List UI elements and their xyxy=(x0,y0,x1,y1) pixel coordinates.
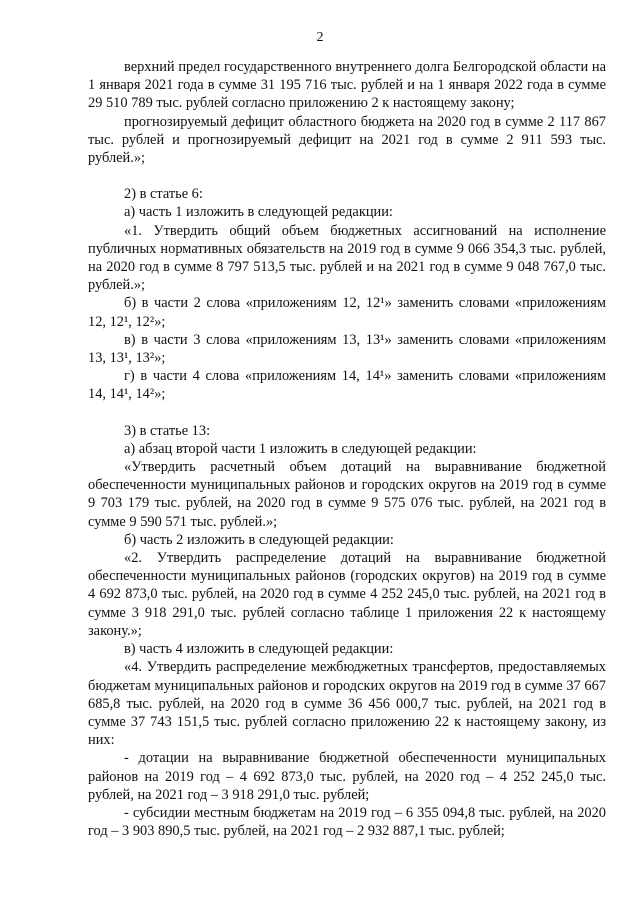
article-13-part-1-text: «Утвердить расчетный объем дотаций на выравнивание бюджетной обеспеченности муниципальных районов и городских округов на 2019 год в сумме 9 703 179 тыс. рублей, на 2020 год в сумме 9 575 076 тыс. рублей, на 2021 год в сумме 9 590 571 тыс. рублей.»; xyxy=(88,459,606,530)
article-13-part-4-text: «4. Утвердить распределение межбюджетных трансфертов, предоставляемых бюджетам муниципальных районов и городских округов на 2019 год в сумме 37 667 685,8 тыс. рублей, на 2020 год в сумме 36 456 000,7 тыс. рублей, на 2021 год в сумме 37 743 151,5 тыс. рублей согласно приложению 22 к настоящему закону, из них: xyxy=(88,659,606,749)
article-13-item-a: а) абзац второй части 1 изложить в следующей редакции: xyxy=(124,440,477,457)
article-6-item-a: а) часть 1 изложить в следующей редакции: xyxy=(124,204,393,221)
article-6-heading: 2) в статье 6: xyxy=(124,186,203,203)
article-6-item-c: в) в части 3 слова «приложениям 13, 13¹» заменить словами «приложениям 13, 13¹, 13²»; xyxy=(88,331,606,367)
list-item-subsidies: - субсидии местным бюджетам на 2019 год – 6 355 094,8 тыс. рублей, на 2020 год – 3 903 890,5 тыс. рублей, на 2021 год – 2 932 887,1 тыс. рублей; xyxy=(88,804,606,840)
article-6-part-1-text: «1. Утвердить общий объем бюджетных ассигнований на исполнение публичных нормативных обязательств на 2019 год в сумме 9 066 354,3 тыс. рублей, на 2020 год в сумме 8 797 513,5 тыс. рублей и на 2021 год в сумме 9 048 767,0 тыс. рублей.»; xyxy=(88,222,606,294)
article-6-item-b: б) в части 2 слова «приложениям 12, 12¹» заменить словами «приложениям 12, 12¹, 12²»; xyxy=(88,295,606,330)
list-item-equalization-grants: - дотации на выравнивание бюджетной обеспеченности муниципальных районов на 2019 год – 4 692 873,0 тыс. рублей, на 2020 год – 4 252 245,0 тыс. рублей, на 2021 год – 3 918 291,0 тыс. рублей; xyxy=(88,750,606,803)
article-13-item-c: в) часть 4 изложить в следующей редакции: xyxy=(124,641,394,658)
article-6-item-d: г) в части 4 слова «приложениям 14, 14¹» заменить словами «приложениям 14, 14¹, 14²»; xyxy=(88,368,606,403)
paragraph-debt-limit: верхний предел государственного внутреннего долга Белгородской области на 1 января 2021 года в сумме 31 195 716 тыс. рублей и на 1 января 2022 года в сумме 29 510 789 тыс. рублей согласно приложению 2 к настоящему закону; xyxy=(88,59,606,112)
article-13-item-b: б) часть 2 изложить в следующей редакции: xyxy=(124,531,394,548)
article-13-part-2-text: «2. Утвердить распределение дотаций на выравнивание бюджетной обеспеченности муниципальных районов (городских округов) на 2019 год в сумме 4 692 873,0 тыс. рублей, на 2020 год в сумме 4 252 245,0 тыс. рублей, на 2021 год в сумме 3 918 291,0 тыс. рублей согласно таблице 1 приложения 22 к настоящему закону.»; xyxy=(88,550,606,639)
document-body xyxy=(88,58,606,840)
page-number: 2 xyxy=(316,30,324,45)
paragraph-deficit: прогнозируемый дефицит областного бюджета на 2020 год в сумме 2 117 867 тыс. рублей и прогнозируемый дефицит на 2021 год в сумме 2 911 593 тыс. рублей.»; xyxy=(88,113,606,167)
article-13-heading: 3) в статье 13: xyxy=(124,422,211,439)
